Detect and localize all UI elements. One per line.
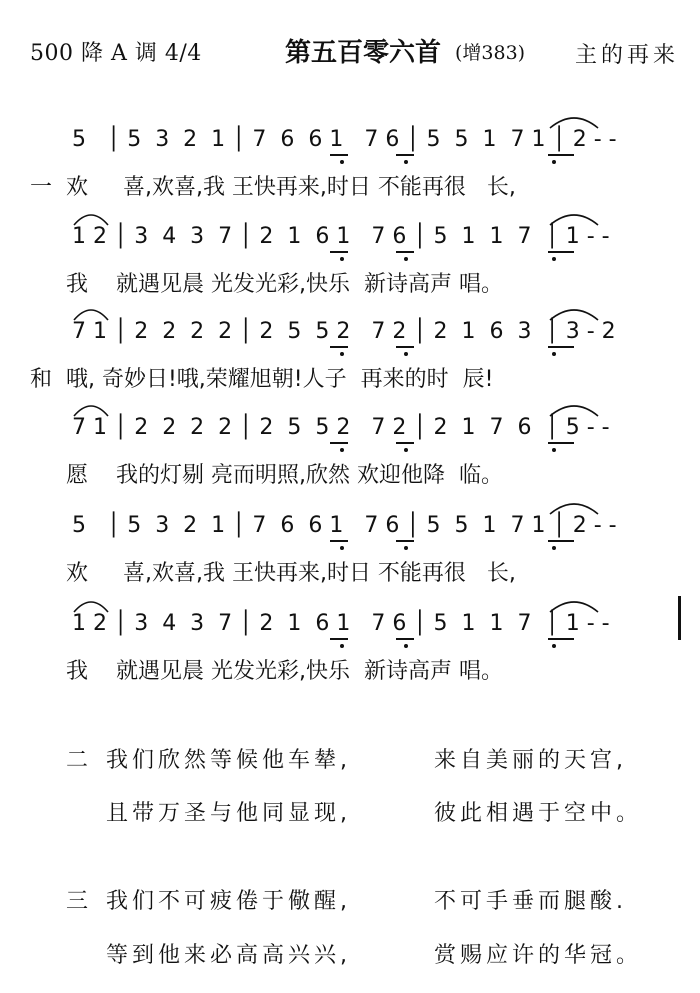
slur-arc — [548, 402, 600, 418]
octave-dot — [552, 448, 556, 452]
octave-dot — [340, 644, 344, 648]
slur-arc — [548, 114, 600, 130]
beam-underline — [330, 442, 348, 444]
beam-underline — [396, 638, 414, 640]
octave-dot — [404, 644, 408, 648]
notes-line: 1 2 │ 3 4 3 7 │ 2 1 6 1 7 6 │ 5 1 1 7 │ 1 - - — [72, 611, 610, 636]
octave-dot — [552, 644, 556, 648]
slur-arc — [72, 598, 110, 614]
lyrics-line: 欢 喜,欢喜,我 王快再来,时日 不能再很 长, — [66, 561, 516, 586]
octave-dot — [552, 546, 556, 550]
verse-2-number: 二 — [66, 748, 93, 773]
lyrics-line: 愿 我的灯剔 亮而明照,欣然 欢迎他降 临。 — [66, 463, 503, 488]
octave-dot — [404, 352, 408, 356]
notes-line: 5 │ 5 3 2 1 │ 7 6 6 1 7 6 │ 5 5 1 7 1 │ 2 - - — [72, 513, 617, 538]
beam-underline — [330, 154, 348, 156]
beam-underline — [396, 251, 414, 253]
beam-underline — [396, 540, 414, 542]
slur-arc — [548, 500, 600, 516]
octave-dot — [340, 546, 344, 550]
beam-underline — [548, 346, 574, 348]
verse-2-line-2a: 且带万圣与他同显现, — [106, 801, 351, 826]
verse-2-line-1b: 来自美丽的天宫, — [434, 748, 627, 773]
octave-dot — [340, 352, 344, 356]
beam-underline — [330, 346, 348, 348]
octave-dot — [552, 160, 556, 164]
beam-underline — [548, 540, 574, 542]
octave-dot — [404, 448, 408, 452]
beam-underline — [396, 346, 414, 348]
beam-underline — [548, 251, 574, 253]
final-barline — [678, 596, 681, 640]
beam-underline — [330, 638, 348, 640]
beam-underline — [330, 540, 348, 542]
slur-arc — [548, 598, 600, 614]
beam-underline — [548, 442, 574, 444]
verse-2-line-2b: 彼此相遇于空中。 — [434, 801, 643, 826]
beam-underline — [548, 154, 574, 156]
slur-arc — [72, 306, 110, 322]
hymn-title: 第五百零六首 — [285, 38, 442, 68]
verse-3-line-1b: 不可手垂而腿酸. — [434, 889, 627, 914]
octave-dot — [404, 546, 408, 550]
octave-dot — [404, 160, 408, 164]
slur-arc — [548, 211, 600, 227]
lyrics-line: 我 就遇见晨 光发光彩,快乐 新诗高声 唱。 — [66, 659, 503, 684]
octave-dot — [340, 448, 344, 452]
beam-underline — [396, 154, 414, 156]
lyrics-line: 一 欢 喜,欢喜,我 王快再来,时日 不能再很 长, — [30, 175, 516, 200]
beam-underline — [330, 251, 348, 253]
beam-underline — [548, 638, 574, 640]
octave-dot — [552, 257, 556, 261]
lyrics-line: 和 哦, 奇妙日!哦,荣耀旭朝!人子 再来的时 辰! — [30, 367, 494, 392]
verse-3-number: 三 — [66, 889, 93, 914]
slur-arc — [72, 211, 110, 227]
octave-dot — [340, 257, 344, 261]
hymn-subtitle: (增383) — [455, 42, 526, 64]
notes-line: 5 │ 5 3 2 1 │ 7 6 6 1 7 6 │ 5 5 1 7 1 │ 2 - - — [72, 127, 617, 152]
key-meter: 500 降 A 调 4/4 — [30, 41, 202, 66]
slur-arc — [72, 402, 110, 418]
tune-name: 主的再来 — [575, 43, 680, 68]
verse-3-line-2b: 赏赐应许的华冠。 — [434, 943, 643, 968]
verse-3-line-2a: 等到他来必高高兴兴, — [106, 943, 351, 968]
beam-underline — [396, 442, 414, 444]
verse-2-line-1a: 我们欣然等候他车辇, — [106, 748, 351, 773]
octave-dot — [404, 257, 408, 261]
verse-3-line-1a: 我们不可疲倦于儆醒, — [106, 889, 351, 914]
octave-dot — [552, 352, 556, 356]
slur-arc — [548, 306, 600, 322]
lyrics-line: 我 就遇见晨 光发光彩,快乐 新诗高声 唱。 — [66, 272, 503, 297]
notes-line: 7 1 │ 2 2 2 2 │ 2 5 5 2 7 2 │ 2 1 6 3 │ 3 - 2 — [72, 319, 616, 344]
notes-line: 1 2 │ 3 4 3 7 │ 2 1 6 1 7 6 │ 5 1 1 7 │ 1 - - — [72, 224, 610, 249]
notes-line: 7 1 │ 2 2 2 2 │ 2 5 5 2 7 2 │ 2 1 7 6 │ 5 - - — [72, 415, 610, 440]
octave-dot — [340, 160, 344, 164]
